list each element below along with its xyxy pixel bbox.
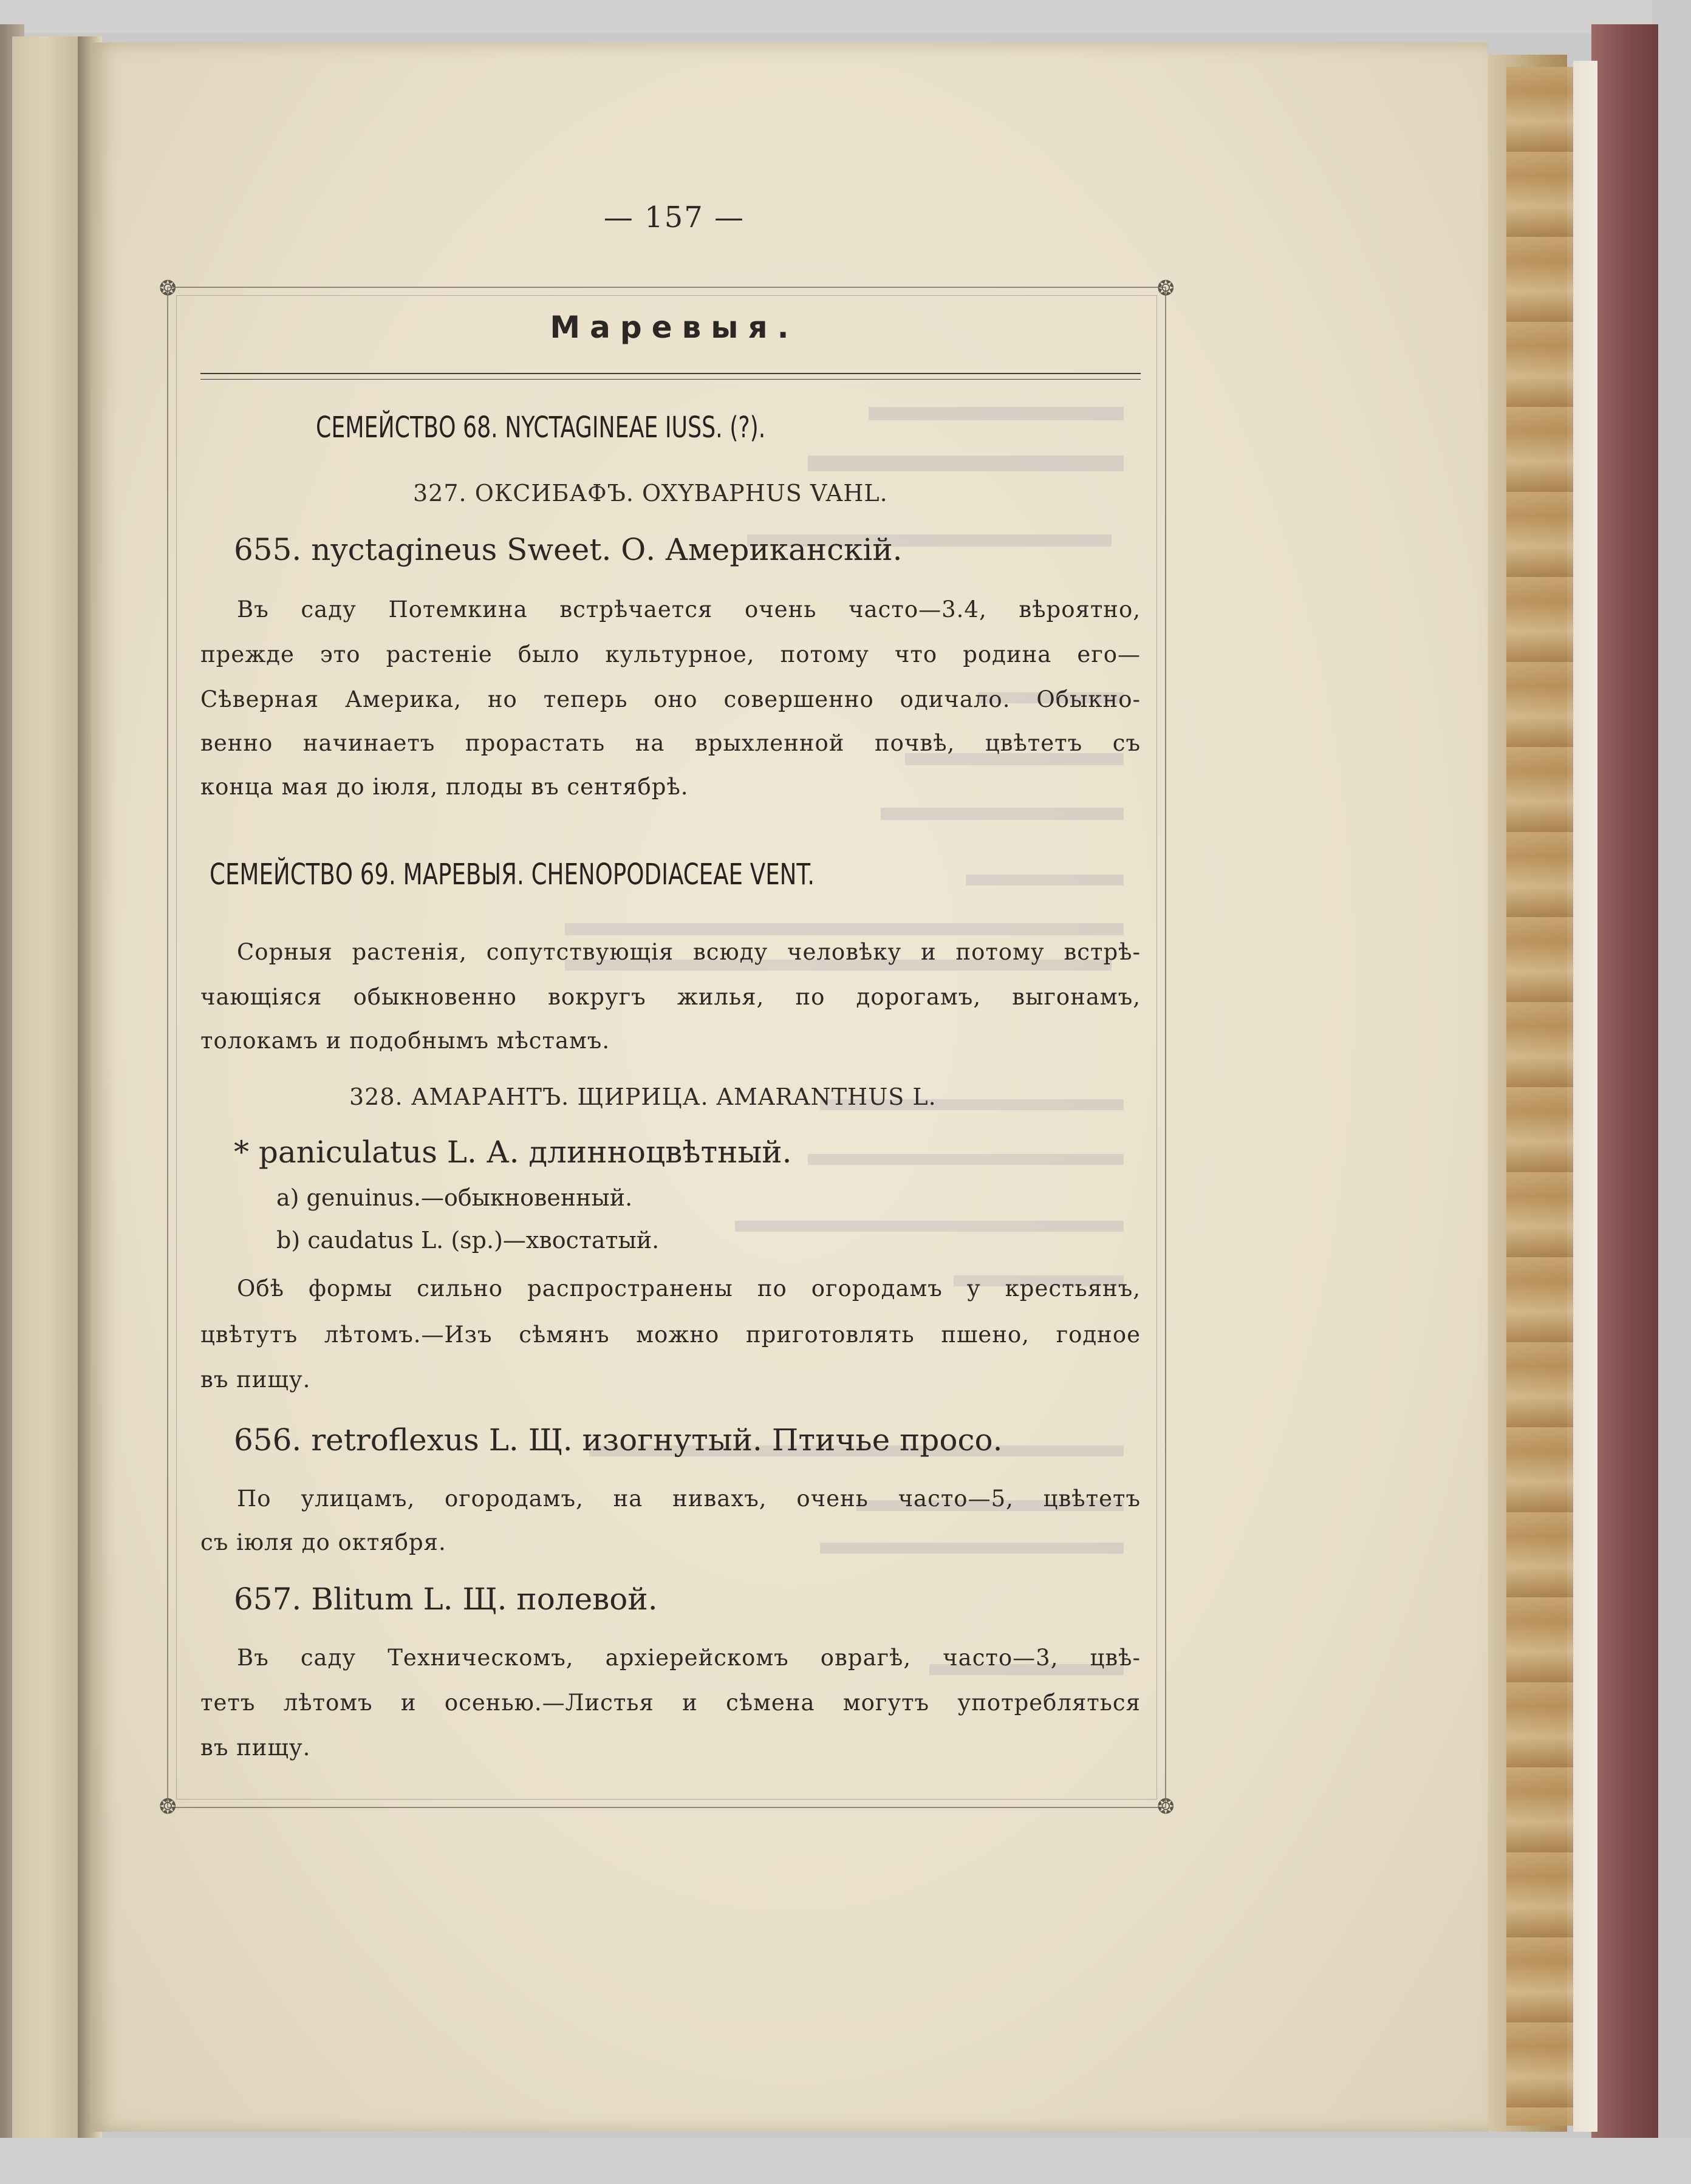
page-number: — 157 — (603, 200, 745, 234)
species-heading: * paniculatus L. А. длинноцвѣтный. (234, 1135, 792, 1170)
paragraph-line: Сѣверная Америка, но теперь оно совершенно одичало. Обыкно- (200, 686, 1141, 712)
corner-ornament-icon: ❂ (1157, 276, 1175, 301)
species-heading: 657. Blitum L. Щ. полевой. (234, 1582, 658, 1617)
form-line: a) genuinus.—обыкновенный. (276, 1184, 633, 1211)
family-heading: СЕМЕЙСТВО 69. МАРЕВЫЯ. CHENOPODIACEAE VENT. (210, 858, 815, 892)
paragraph-line: венно начинаетъ прорастать на врыхленной почвѣ, цвѣтетъ съ (200, 730, 1141, 756)
paragraph-line: По улицамъ, огородамъ, на нивахъ, очень часто—5, цвѣтетъ (237, 1486, 1141, 1512)
species-heading: 656. retroflexus L. Щ. изогнутый. Птичье просо. (234, 1422, 1003, 1458)
corner-ornament-icon: ❂ (159, 1795, 177, 1819)
paragraph-line: въ пищу. (200, 1735, 311, 1761)
paragraph-line: Сорныя растенія, сопутствующія всюду человѣку и потому встрѣ- (237, 939, 1141, 965)
book-cover-right (1591, 24, 1658, 2162)
paragraph-line: Въ саду Техническомъ, архіерейскомъ оврагѣ, часто—3, цвѣ- (237, 1645, 1141, 1671)
running-header: Маревыя. (550, 310, 799, 345)
page-edge-white (1573, 61, 1597, 2132)
paragraph-line: цвѣтутъ лѣтомъ.—Изъ сѣмянъ можно приготовлять пшено, годное (200, 1322, 1141, 1348)
family-heading: СЕМЕЙСТВО 68. NYCTAGINEAE IUSS. (?). (316, 411, 766, 445)
paragraph-line: съ іюля до октября. (200, 1529, 446, 1555)
paragraph-line: Въ саду Потемкина встрѣчается очень часто—3.4, вѣроятно, (237, 596, 1141, 623)
background-top (0, 0, 1652, 33)
paragraph-line: конца мая до іюля, плоды въ сентябрѣ. (200, 774, 689, 800)
species-heading: 655. nyctagineus Sweet. О. Американскій. (234, 532, 903, 567)
corner-ornament-icon: ❂ (1157, 1795, 1175, 1819)
paragraph-line: чающіяся обыкновенно вокругъ жилья, по дорогамъ, выгонамъ, (200, 984, 1141, 1010)
background-bottom (0, 2138, 1691, 2184)
header-rule (200, 373, 1141, 374)
paragraph-line: Обѣ формы сильно распространены по огородамъ у крестьянъ, (237, 1275, 1141, 1302)
genus-heading: 327. ОКСИБАФЪ. OXYBAPHUS VAHL. (413, 480, 888, 507)
genus-heading: 328. АМАРАНТЪ. ЩИРИЦА. AMARANTHUS L. (349, 1083, 937, 1110)
paragraph-line: въ пищу. (200, 1367, 311, 1393)
page-edges-stained (1506, 67, 1573, 2126)
form-line: b) caudatus L. (sp.)—хвостатый. (276, 1227, 660, 1254)
paragraph-line: тетъ лѣтомъ и осенью.—Листья и сѣмена могутъ употребляться (200, 1690, 1141, 1716)
header-rule (200, 379, 1141, 380)
paragraph-line: прежде это растеніе было культурное, потому что родина его— (200, 641, 1141, 667)
paragraph-line: толокамъ и подобнымъ мѣстамъ. (200, 1028, 610, 1054)
corner-ornament-icon: ❂ (159, 276, 177, 301)
